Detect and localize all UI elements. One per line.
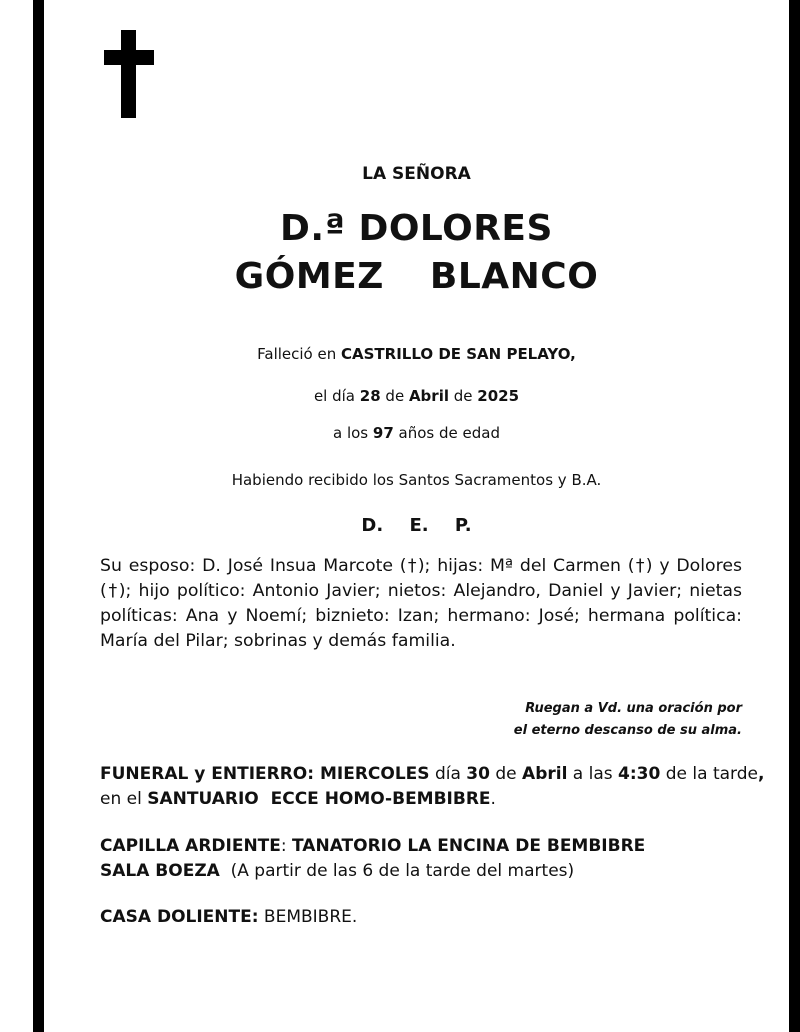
death-date-line: el día 28 de Abril de 2025 (313, 387, 520, 405)
wake-info (100, 834, 645, 884)
title: LA SEÑORA (362, 164, 471, 184)
wake-line-2: SALA BOEZA (A partir de las 6 de la tarde del martes) (100, 861, 575, 881)
prayer-line-1: Ruegan a Vd. una oración por (525, 701, 742, 716)
prayer-line-2: el eterno descanso de su alma. (513, 723, 742, 738)
funeral-line-1: FUNERAL y ENTIERRO: MIERCOLES día 30 de Abril a las 4:30 de la tarde, (100, 764, 765, 784)
house-of-mourning: CASA DOLIENTE: BEMBIBRE. (100, 907, 358, 927)
deceased-name-line-2: GÓMEZ BLANCO (234, 256, 599, 297)
funeral-line-2: en el SANTUARIO ECCE HOMO-BEMBIBRE. (100, 789, 496, 809)
prayer-request (430, 698, 742, 742)
left-border (33, 0, 44, 1032)
age-line: a los 97 años de edad (333, 424, 500, 442)
funeral-info (100, 762, 764, 812)
wake-line-1: CAPILLA ARDIENTE: TANATORIO LA ENCINA DE BEMBIBRE (100, 836, 646, 856)
latin-cross-icon (104, 30, 154, 118)
right-border (789, 0, 800, 1032)
family-paragraph: Su esposo: D. José Insua Marcote (†); hijas: Mª del Carmen (†) y Dolores (†); hijo político: Antonio Javier; nietos: Alejandro, Daniel y Javier; nietas políticas: Ana y Noemí; biznieto: Izan; hermano: José; hermana política: María del Pilar; sobrinas y demás familia. (100, 556, 742, 651)
death-place-line: Falleció en CASTRILLO DE SAN PELAYO, (257, 345, 576, 363)
deceased-name-line-1: D.ª DOLORES (280, 208, 553, 249)
sacraments-line: Habiendo recibido los Santos Sacramentos y B.A. (231, 471, 602, 489)
dep-line: D. E. P. (361, 515, 472, 536)
